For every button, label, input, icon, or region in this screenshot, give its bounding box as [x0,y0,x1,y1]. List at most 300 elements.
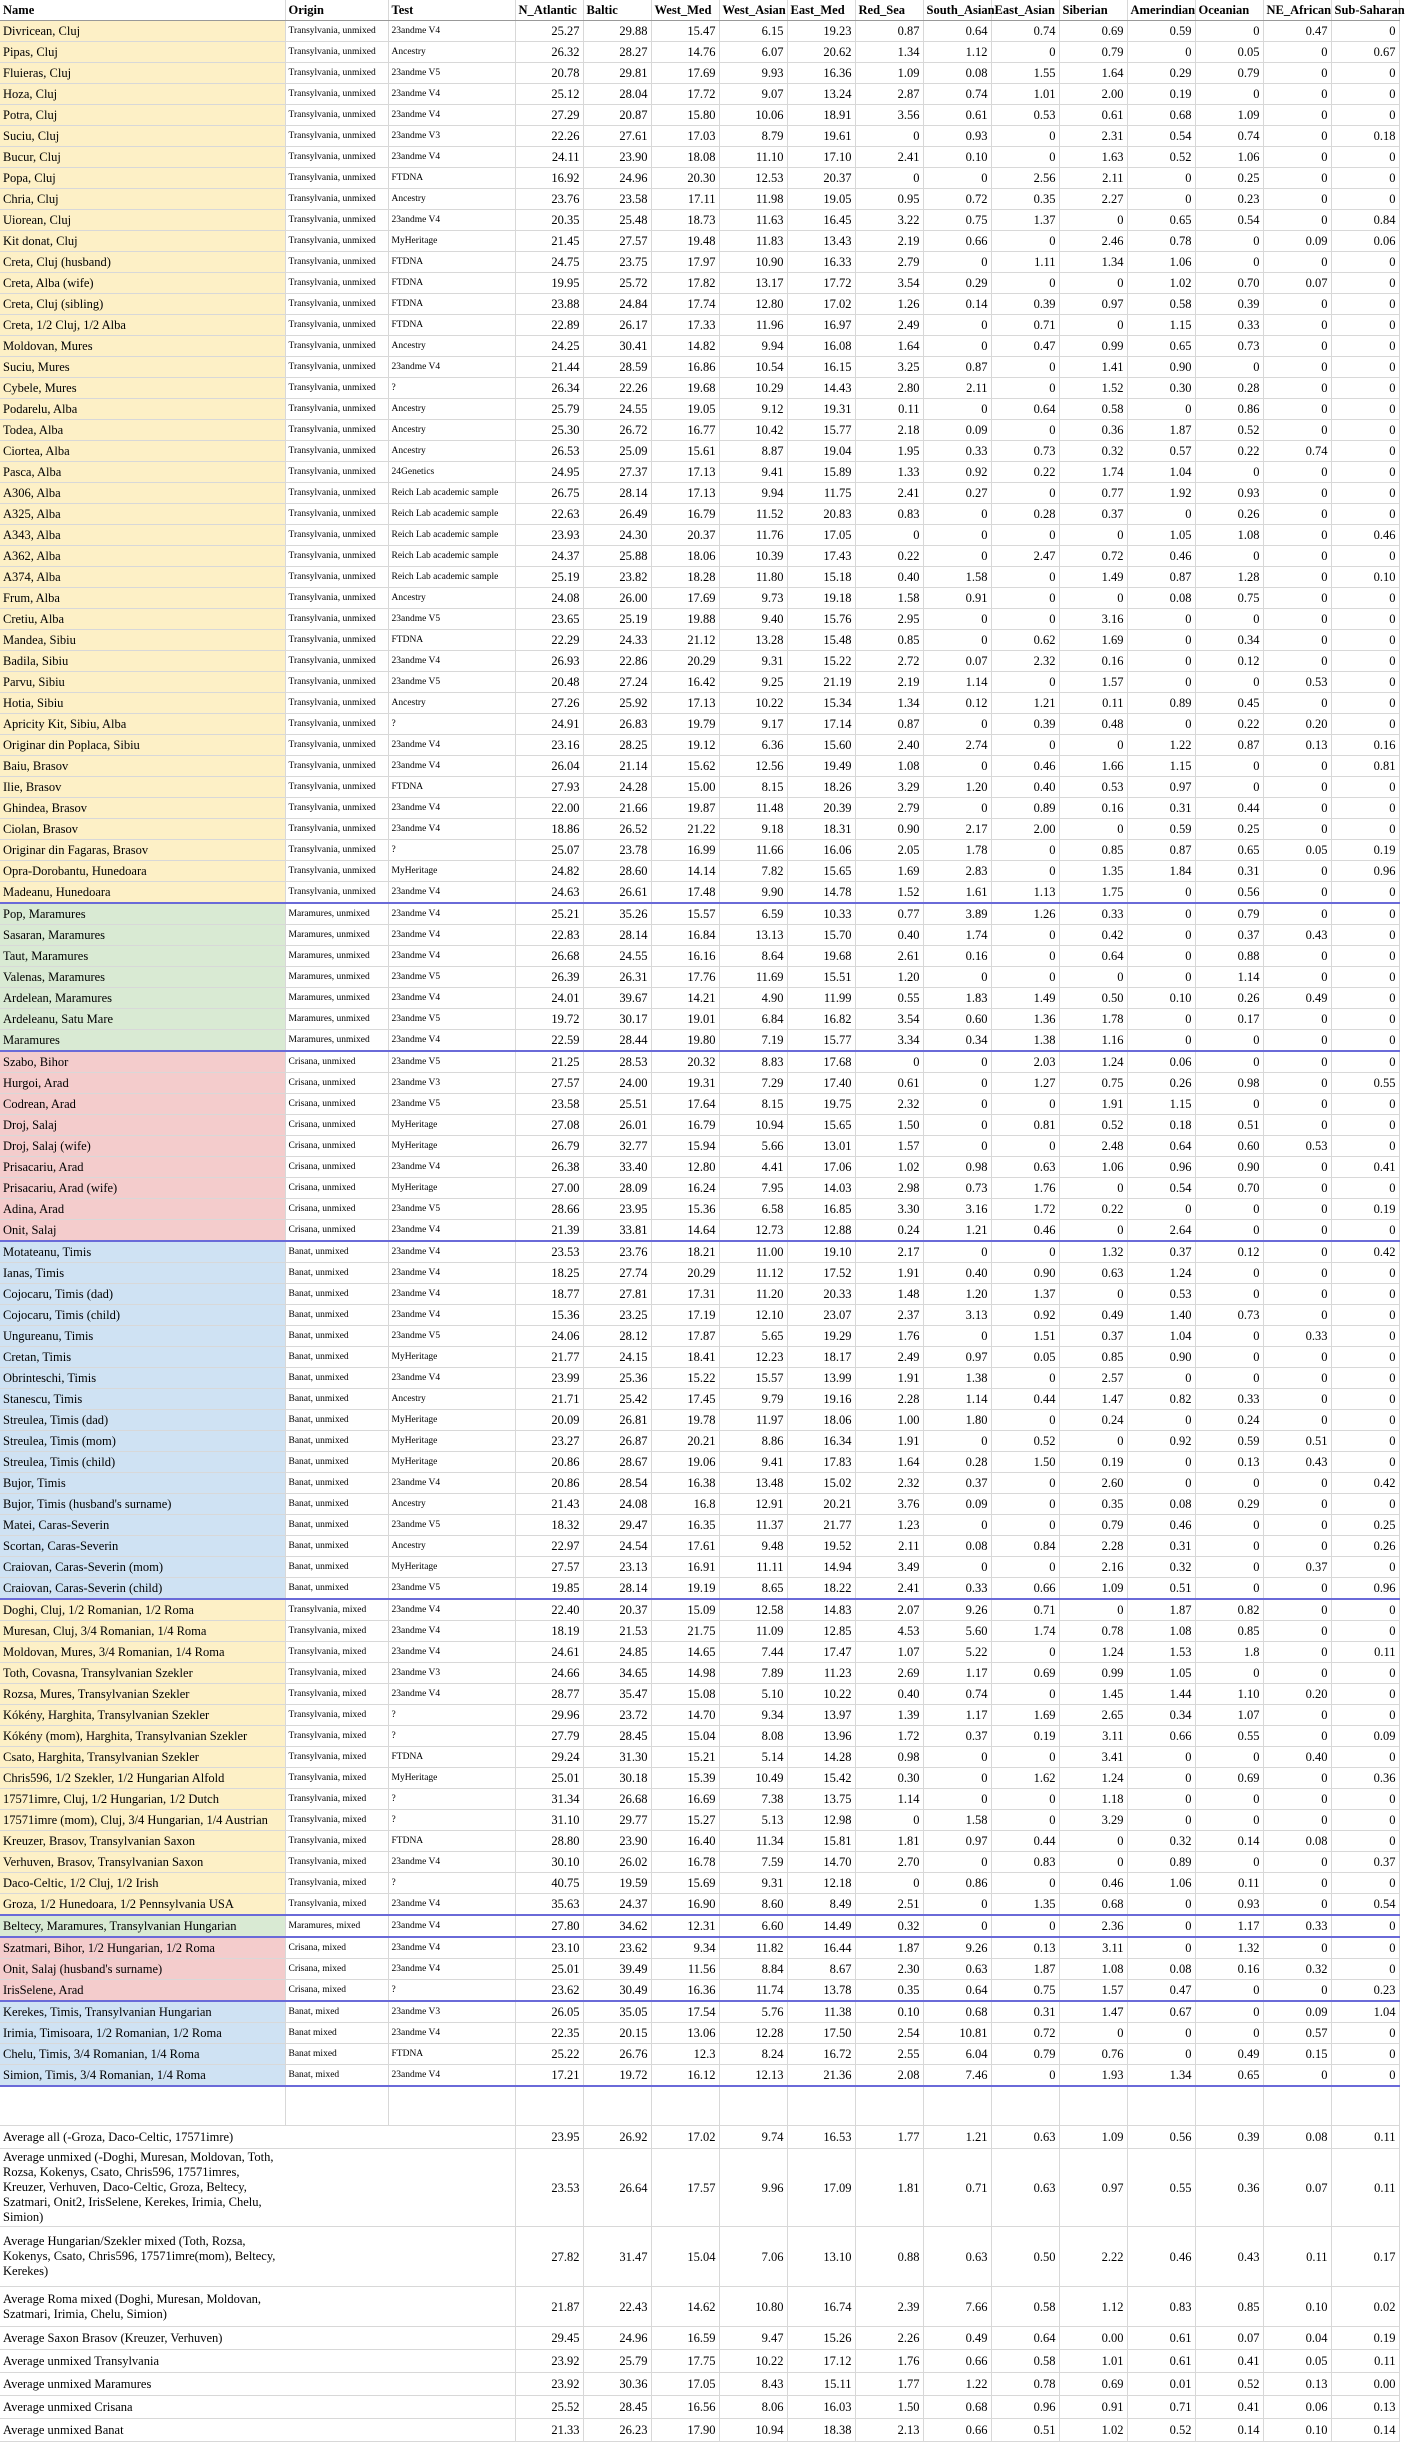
value-cell[interactable]: 17.45 [651,1389,719,1410]
origin-cell[interactable]: Transylvania, mixed [285,1726,388,1747]
origin-cell[interactable]: Banat, unmixed [285,1557,388,1578]
value-cell[interactable]: 0 [923,252,991,273]
value-cell[interactable]: 0 [991,147,1059,168]
value-cell[interactable]: 0 [923,714,991,735]
value-cell[interactable]: 1.64 [855,336,923,357]
value-cell[interactable]: 0 [1263,777,1331,798]
value-cell[interactable]: 3.76 [855,1494,923,1515]
value-cell[interactable]: 0 [991,231,1059,252]
value-cell[interactable]: 1.08 [1059,1959,1127,1980]
value-cell[interactable]: 25.19 [583,609,651,630]
value-cell[interactable]: 1.34 [855,693,923,714]
value-cell[interactable]: 0 [1127,1937,1195,1959]
value-cell[interactable]: 0 [1263,1894,1331,1916]
value-cell[interactable]: 11.10 [719,147,787,168]
value-cell[interactable]: 0.53 [1263,672,1331,693]
value-cell[interactable]: 13.96 [787,1726,855,1747]
value-cell[interactable]: 0 [923,609,991,630]
value-cell[interactable]: 34.65 [583,1663,651,1684]
value-cell[interactable]: 19.06 [651,1452,719,1473]
sample-name-cell[interactable]: Apricity Kit, Sibiu, Alba [0,714,285,735]
value-cell[interactable]: 1.32 [1195,1937,1263,1959]
value-cell[interactable]: 2.07 [855,1599,923,1621]
value-cell[interactable]: 0 [1195,462,1263,483]
value-cell[interactable]: 23.10 [515,1937,583,1959]
value-cell[interactable]: 0 [1263,1073,1331,1094]
value-cell[interactable]: 0.19 [1331,840,1399,861]
value-cell[interactable]: 20.35 [515,210,583,231]
value-cell[interactable]: 9.94 [719,483,787,504]
value-cell[interactable]: 28.67 [583,1452,651,1473]
value-cell[interactable]: 0.48 [1059,714,1127,735]
value-cell[interactable]: 15.69 [651,1873,719,1894]
value-cell[interactable]: 3.30 [855,1199,923,1220]
value-cell[interactable]: 0.99 [1059,1663,1127,1684]
average-value-cell[interactable]: 15.04 [651,2227,719,2287]
value-cell[interactable]: 0 [1263,546,1331,567]
value-cell[interactable]: 0.33 [1195,315,1263,336]
value-cell[interactable]: 17.69 [651,588,719,609]
value-cell[interactable]: 9.31 [719,651,787,672]
value-cell[interactable]: 13.06 [651,2023,719,2044]
origin-cell[interactable]: Transylvania, unmixed [285,420,388,441]
value-cell[interactable]: 16.16 [651,946,719,967]
average-value-cell[interactable]: 0.00 [1059,2327,1127,2350]
value-cell[interactable]: 1.74 [923,925,991,946]
value-cell[interactable]: 25.27 [515,21,583,42]
value-cell[interactable]: 23.95 [583,1199,651,1220]
sample-name-cell[interactable]: 17571imre (mom), Cluj, 3/4 Hungarian, 1/4 Austrian [0,1810,285,1831]
value-cell[interactable]: 0 [1331,946,1399,967]
value-cell[interactable]: 0.81 [991,1115,1059,1136]
value-cell[interactable]: 24.01 [515,988,583,1009]
value-cell[interactable]: 25.42 [583,1389,651,1410]
value-cell[interactable]: 0.55 [1195,1726,1263,1747]
value-cell[interactable]: 0.12 [923,693,991,714]
average-value-cell[interactable]: 0.06 [1263,2396,1331,2419]
average-value-cell[interactable]: 7.66 [923,2287,991,2327]
average-value-cell[interactable]: 17.90 [651,2419,719,2442]
value-cell[interactable]: 0 [923,630,991,651]
value-cell[interactable]: 0.46 [1127,1515,1195,1536]
value-cell[interactable]: 17.21 [515,2065,583,2087]
value-cell[interactable]: 0 [1127,946,1195,967]
value-cell[interactable]: 3.29 [855,777,923,798]
value-cell[interactable]: 0 [1263,1810,1331,1831]
value-cell[interactable]: 15.51 [787,967,855,988]
average-value-cell[interactable]: 1.77 [855,2126,923,2149]
value-cell[interactable]: 20.21 [651,1431,719,1452]
value-cell[interactable]: 0.52 [1195,420,1263,441]
value-cell[interactable]: 0.06 [1127,1051,1195,1073]
value-cell[interactable]: 0.93 [923,126,991,147]
value-cell[interactable]: 23.07 [787,1305,855,1326]
value-cell[interactable]: 0 [1331,546,1399,567]
value-cell[interactable]: 19.72 [515,1009,583,1030]
test-cell[interactable]: 23andme V4 [388,1284,515,1305]
value-cell[interactable]: 0.63 [1059,1263,1127,1284]
value-cell[interactable]: 0 [991,525,1059,546]
value-cell[interactable]: 22.26 [583,378,651,399]
value-cell[interactable]: 7.38 [719,1789,787,1810]
value-cell[interactable]: 17.13 [651,483,719,504]
value-cell[interactable]: 0 [1263,1157,1331,1178]
sample-name-cell[interactable]: Moldovan, Mures, 3/4 Romanian, 1/4 Roma [0,1642,285,1663]
value-cell[interactable]: 0 [1127,903,1195,925]
value-cell[interactable]: 19.05 [651,399,719,420]
value-cell[interactable]: 0 [1263,1980,1331,2002]
value-cell[interactable]: 16.45 [787,210,855,231]
column-header-south-asian[interactable]: South_Asian [923,0,991,21]
value-cell[interactable]: 0 [923,1852,991,1873]
value-cell[interactable]: 2.32 [855,1473,923,1494]
value-cell[interactable]: 0 [1331,1599,1399,1621]
value-cell[interactable]: 2.98 [855,1178,923,1199]
value-cell[interactable]: 22.63 [515,504,583,525]
average-value-cell[interactable]: 0.85 [1195,2287,1263,2327]
value-cell[interactable]: 0.13 [1195,1452,1263,1473]
sample-name-cell[interactable]: Irimia, Timisoara, 1/2 Romanian, 1/2 Roma [0,2023,285,2044]
average-value-cell[interactable]: 0.96 [991,2396,1059,2419]
value-cell[interactable]: 0 [1195,1199,1263,1220]
value-cell[interactable]: 0 [1331,819,1399,840]
value-cell[interactable]: 0.20 [1263,1684,1331,1705]
value-cell[interactable]: 16.33 [787,252,855,273]
value-cell[interactable]: 1.78 [1059,1009,1127,1030]
test-cell[interactable]: 23andme V4 [388,882,515,904]
value-cell[interactable]: 7.46 [923,2065,991,2087]
value-cell[interactable]: 0 [1195,231,1263,252]
value-cell[interactable]: 0 [1331,1115,1399,1136]
average-value-cell[interactable]: 1.02 [1059,2419,1127,2442]
value-cell[interactable]: 0.79 [1059,42,1127,63]
sample-name-cell[interactable]: Ghindea, Brasov [0,798,285,819]
value-cell[interactable]: 1.17 [1195,1915,1263,1937]
sample-name-cell[interactable]: Creta, Alba (wife) [0,273,285,294]
value-cell[interactable]: 0.37 [1195,925,1263,946]
test-cell[interactable]: Reich Lab academic sample [388,567,515,588]
value-cell[interactable]: 0 [1263,946,1331,967]
value-cell[interactable]: 0.54 [1195,210,1263,231]
value-cell[interactable]: 17.50 [787,2023,855,2044]
test-cell[interactable]: Reich Lab academic sample [388,504,515,525]
value-cell[interactable]: 18.22 [787,1578,855,1600]
value-cell[interactable]: 16.92 [515,168,583,189]
origin-cell[interactable]: Transylvania, unmixed [285,462,388,483]
value-cell[interactable]: 15.39 [651,1768,719,1789]
average-value-cell[interactable]: 26.92 [583,2126,651,2149]
value-cell[interactable]: 0.68 [1127,105,1195,126]
value-cell[interactable]: 2.16 [1059,1557,1127,1578]
value-cell[interactable]: 1.49 [1059,567,1127,588]
value-cell[interactable]: 1.28 [1195,567,1263,588]
value-cell[interactable]: 0 [923,1094,991,1115]
value-cell[interactable]: 1.95 [855,441,923,462]
value-cell[interactable]: 0.35 [991,189,1059,210]
value-cell[interactable]: 0 [923,1241,991,1263]
value-cell[interactable]: 26.79 [515,1136,583,1157]
average-value-cell[interactable]: 0.10 [1263,2419,1331,2442]
test-cell[interactable]: ? [388,1873,515,1894]
value-cell[interactable]: 19.75 [787,1094,855,1115]
value-cell[interactable]: 14.49 [787,1915,855,1937]
value-cell[interactable]: 1.58 [923,567,991,588]
origin-cell[interactable]: Transylvania, mixed [285,1599,388,1621]
value-cell[interactable]: 34.62 [583,1915,651,1937]
value-cell[interactable]: 9.07 [719,84,787,105]
value-cell[interactable]: 1.41 [1059,357,1127,378]
average-value-cell[interactable]: 0.04 [1263,2327,1331,2350]
value-cell[interactable]: 2.79 [855,798,923,819]
average-value-cell[interactable]: 0.07 [1195,2327,1263,2350]
average-value-cell[interactable]: 1.50 [855,2396,923,2419]
origin-cell[interactable]: Banat mixed [285,2023,388,2044]
value-cell[interactable]: 0 [1195,1557,1263,1578]
value-cell[interactable]: 3.56 [855,105,923,126]
value-cell[interactable]: 0 [1195,21,1263,42]
empty-cell[interactable] [923,2086,991,2126]
value-cell[interactable]: 0 [1263,1410,1331,1431]
origin-cell[interactable]: Banat, unmixed [285,1389,388,1410]
test-cell[interactable]: ? [388,1705,515,1726]
sample-name-cell[interactable]: Kit donat, Cluj [0,231,285,252]
value-cell[interactable]: 1.27 [991,1073,1059,1094]
value-cell[interactable]: 25.12 [515,84,583,105]
sample-name-cell[interactable]: Creta, Cluj (sibling) [0,294,285,315]
value-cell[interactable]: 20.29 [651,1263,719,1284]
value-cell[interactable]: 0 [1331,1094,1399,1115]
value-cell[interactable]: 21.22 [651,819,719,840]
value-cell[interactable]: 0 [923,1894,991,1916]
value-cell[interactable]: 2.27 [1059,189,1127,210]
value-cell[interactable]: 0.96 [1331,1578,1399,1600]
value-cell[interactable]: 1.38 [923,1368,991,1389]
value-cell[interactable]: 0.18 [1331,126,1399,147]
value-cell[interactable]: 0 [923,756,991,777]
value-cell[interactable]: 1.22 [1127,735,1195,756]
value-cell[interactable]: 0.37 [1331,1852,1399,1873]
value-cell[interactable]: 0.96 [1331,861,1399,882]
value-cell[interactable]: 2.36 [1059,1915,1127,1937]
value-cell[interactable]: 0.64 [1059,946,1127,967]
value-cell[interactable]: 3.29 [1059,1810,1127,1831]
value-cell[interactable]: 9.40 [719,609,787,630]
value-cell[interactable]: 1.16 [1059,1030,1127,1052]
value-cell[interactable]: 17.82 [651,273,719,294]
value-cell[interactable]: 0 [991,1810,1059,1831]
value-cell[interactable]: 21.12 [651,630,719,651]
value-cell[interactable]: 10.94 [719,1115,787,1136]
test-cell[interactable]: 23andme V5 [388,1051,515,1073]
origin-cell[interactable]: Maramures, unmixed [285,903,388,925]
value-cell[interactable]: 0.82 [1127,1389,1195,1410]
average-label-cell[interactable] [0,2373,515,2396]
average-value-cell[interactable]: 0.41 [1195,2396,1263,2419]
average-value-cell[interactable]: 0.00 [1331,2373,1399,2396]
value-cell[interactable]: 0.87 [855,21,923,42]
value-cell[interactable]: 0 [1059,273,1127,294]
value-cell[interactable]: 2.28 [1059,1536,1127,1557]
value-cell[interactable]: 18.91 [787,105,855,126]
value-cell[interactable]: 28.14 [583,1578,651,1600]
value-cell[interactable]: 0 [1331,1959,1399,1980]
origin-cell[interactable]: Transylvania, unmixed [285,609,388,630]
origin-cell[interactable]: Transylvania, unmixed [285,735,388,756]
value-cell[interactable]: 0.05 [1195,42,1263,63]
value-cell[interactable]: 25.51 [583,1094,651,1115]
value-cell[interactable]: 15.57 [719,1368,787,1389]
value-cell[interactable]: 0.73 [991,441,1059,462]
value-cell[interactable]: 18.41 [651,1347,719,1368]
value-cell[interactable]: 0.07 [923,651,991,672]
value-cell[interactable]: 14.83 [787,1599,855,1621]
value-cell[interactable]: 15.77 [787,1030,855,1052]
value-cell[interactable]: 19.95 [515,273,583,294]
value-cell[interactable]: 0.51 [1127,1578,1195,1600]
value-cell[interactable]: 13.24 [787,84,855,105]
sample-name-cell[interactable]: Ilie, Brasov [0,777,285,798]
value-cell[interactable]: 0 [1195,1747,1263,1768]
value-cell[interactable]: 14.76 [651,42,719,63]
value-cell[interactable]: 0 [1331,1178,1399,1199]
value-cell[interactable]: 6.07 [719,42,787,63]
value-cell[interactable]: 0 [1331,315,1399,336]
average-label-cell[interactable] [0,2327,515,2350]
value-cell[interactable]: 0 [1331,925,1399,946]
value-cell[interactable]: 0 [1263,189,1331,210]
value-cell[interactable]: 21.77 [787,1515,855,1536]
value-cell[interactable]: 0 [1263,399,1331,420]
sample-name-cell[interactable]: Streulea, Timis (dad) [0,1410,285,1431]
value-cell[interactable]: 18.28 [651,567,719,588]
sample-name-cell[interactable]: Adina, Arad [0,1199,285,1220]
value-cell[interactable]: 28.12 [583,1326,651,1347]
value-cell[interactable]: 9.94 [719,336,787,357]
value-cell[interactable]: 16.24 [651,1178,719,1199]
value-cell[interactable]: 0 [1127,967,1195,988]
value-cell[interactable]: 0.65 [1195,2065,1263,2087]
value-cell[interactable]: 0.39 [991,714,1059,735]
value-cell[interactable]: 0.40 [1263,1747,1331,1768]
value-cell[interactable]: 21.36 [787,2065,855,2087]
value-cell[interactable]: 29.47 [583,1515,651,1536]
sample-name-cell[interactable]: Ciortea, Alba [0,441,285,462]
value-cell[interactable]: 3.11 [1059,1937,1127,1959]
value-cell[interactable]: 9.48 [719,1536,787,1557]
sample-name-cell[interactable]: Doghi, Cluj, 1/2 Romanian, 1/2 Roma [0,1599,285,1621]
value-cell[interactable]: 0.08 [923,63,991,84]
average-value-cell[interactable]: 0.11 [1331,2126,1399,2149]
value-cell[interactable]: 0.79 [1195,63,1263,84]
value-cell[interactable]: 28.77 [515,1684,583,1705]
test-cell[interactable]: MyHeritage [388,1452,515,1473]
value-cell[interactable]: 0 [1127,189,1195,210]
value-cell[interactable]: 2.74 [923,735,991,756]
value-cell[interactable]: 24.63 [515,882,583,904]
value-cell[interactable]: 24.55 [583,946,651,967]
origin-cell[interactable]: Transylvania, unmixed [285,861,388,882]
value-cell[interactable]: 0 [855,126,923,147]
value-cell[interactable]: 12.3 [651,2044,719,2065]
value-cell[interactable]: 0 [1195,756,1263,777]
value-cell[interactable]: 23.75 [583,252,651,273]
value-cell[interactable]: 28.14 [583,483,651,504]
value-cell[interactable]: 24.33 [583,630,651,651]
test-cell[interactable]: Ancestry [388,336,515,357]
value-cell[interactable]: 0.40 [923,1263,991,1284]
sample-name-cell[interactable]: Csato, Harghita, Transylvanian Szekler [0,1747,285,1768]
test-cell[interactable]: 23andme V5 [388,1578,515,1600]
value-cell[interactable]: 1.11 [991,252,1059,273]
value-cell[interactable]: 0 [1127,1473,1195,1494]
value-cell[interactable]: 0 [1263,1389,1331,1410]
origin-cell[interactable]: Banat, unmixed [285,1578,388,1600]
value-cell[interactable]: 0 [1195,1515,1263,1536]
sample-name-cell[interactable]: Bucur, Cluj [0,147,285,168]
origin-cell[interactable]: Transylvania, unmixed [285,714,388,735]
value-cell[interactable]: 0.25 [1195,819,1263,840]
test-cell[interactable]: ? [388,714,515,735]
value-cell[interactable]: 0 [1195,1810,1263,1831]
value-cell[interactable]: 0.85 [1059,840,1127,861]
value-cell[interactable]: 31.34 [515,1789,583,1810]
value-cell[interactable]: 5.60 [923,1621,991,1642]
value-cell[interactable]: 19.52 [787,1536,855,1557]
value-cell[interactable]: 0 [1331,588,1399,609]
value-cell[interactable]: 0 [991,357,1059,378]
origin-cell[interactable]: Transylvania, unmixed [285,672,388,693]
average-label-cell[interactable] [0,2419,515,2442]
value-cell[interactable]: 0.33 [1059,903,1127,925]
value-cell[interactable]: 0 [923,1915,991,1937]
value-cell[interactable]: 0 [1331,1494,1399,1515]
value-cell[interactable]: 20.62 [787,42,855,63]
value-cell[interactable]: 1.80 [923,1410,991,1431]
average-value-cell[interactable]: 0.11 [1331,2350,1399,2373]
value-cell[interactable]: 0.16 [1059,651,1127,672]
value-cell[interactable]: 0.30 [1127,378,1195,399]
value-cell[interactable]: 0.90 [1127,1347,1195,1368]
value-cell[interactable]: 0 [855,525,923,546]
value-cell[interactable]: 16.79 [651,1115,719,1136]
average-value-cell[interactable]: 7.06 [719,2227,787,2287]
origin-cell[interactable]: Transylvania, mixed [285,1894,388,1916]
value-cell[interactable]: 17.03 [651,126,719,147]
value-cell[interactable]: 0.97 [1059,294,1127,315]
value-cell[interactable]: 19.18 [787,588,855,609]
value-cell[interactable]: 0.34 [923,1030,991,1052]
value-cell[interactable]: 26.81 [583,1410,651,1431]
value-cell[interactable]: 18.31 [787,819,855,840]
value-cell[interactable]: 2.79 [855,252,923,273]
value-cell[interactable]: 0.64 [1127,1136,1195,1157]
value-cell[interactable]: 2.95 [855,609,923,630]
value-cell[interactable]: 0.69 [1195,1768,1263,1789]
value-cell[interactable]: 16.12 [651,2065,719,2087]
value-cell[interactable]: 23.72 [583,1705,651,1726]
value-cell[interactable]: 1.06 [1127,1873,1195,1894]
value-cell[interactable]: 24.54 [583,1536,651,1557]
value-cell[interactable]: 0 [1263,651,1331,672]
value-cell[interactable]: 0 [1331,1789,1399,1810]
value-cell[interactable]: 14.21 [651,988,719,1009]
value-cell[interactable]: 19.85 [515,1578,583,1600]
value-cell[interactable]: 25.01 [515,1959,583,1980]
empty-cell[interactable] [0,2086,285,2126]
value-cell[interactable]: 0.75 [923,210,991,231]
value-cell[interactable]: 8.24 [719,2044,787,2065]
value-cell[interactable]: 25.09 [583,441,651,462]
